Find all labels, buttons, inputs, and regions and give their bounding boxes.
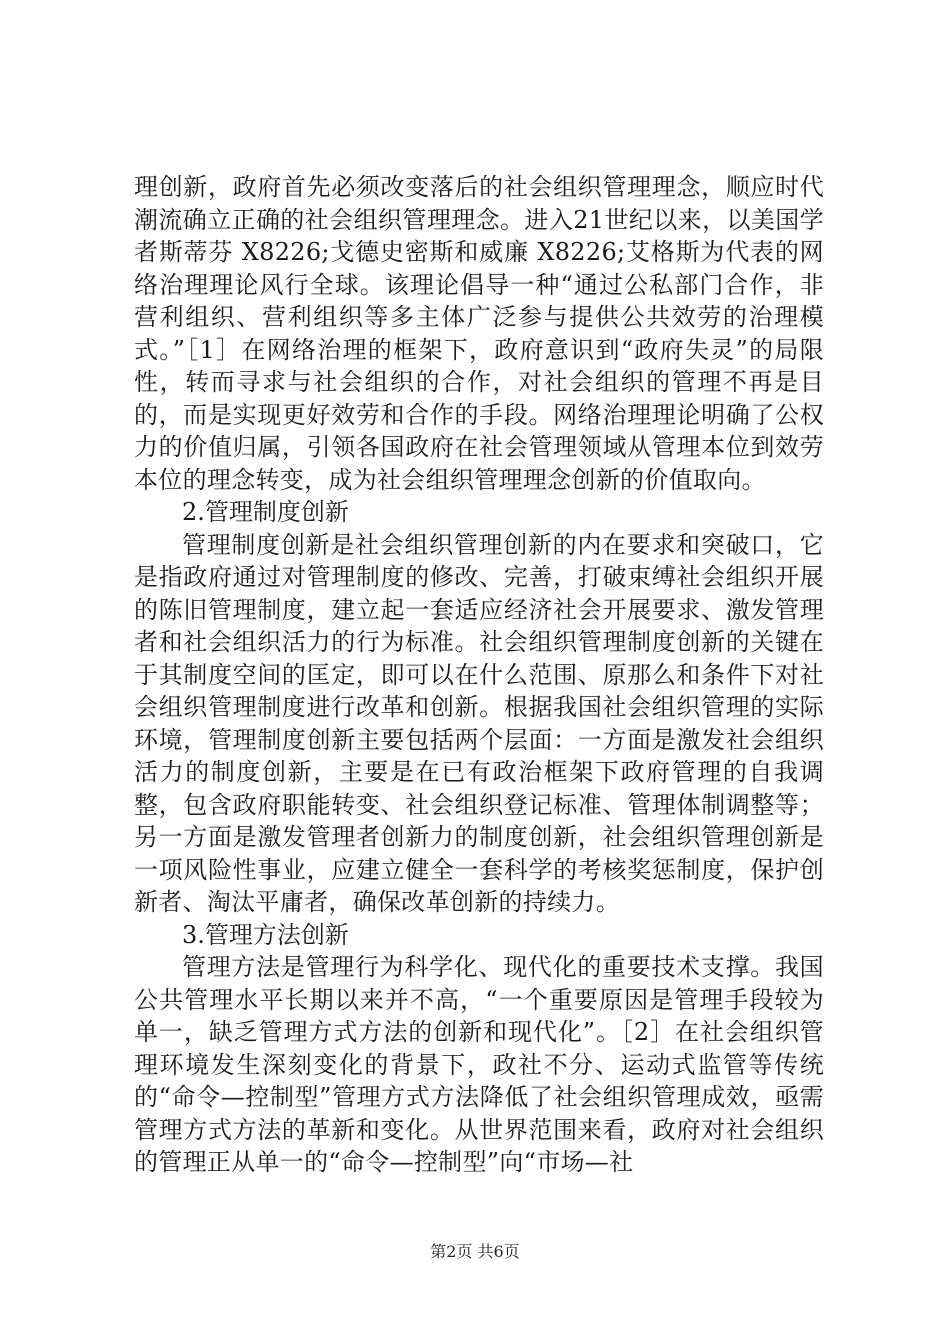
paragraph-management-system: 管理制度创新是社会组织管理创新的内在要求和突破口，它是指政府通过对管理制度的修改、完善，打破束缚社会组织开展的陈旧管理制度，建立起一套适应经济社会开展要求、激发管理者和社会组织活力的行为标准。社会组织管理制度创新的关键在于其制度空间的匡定，即可以在什么范围、原那么和条件下对社会组织管理制度进行改革和创新。根据我国社会组织管理的实际环境，管理制度创新主要包括两个层面：一方面是激发社会组织活力的制度创新，主要是在已有政治框架下政府管理的自我调整，包含政府职能转变、社会组织登记标准、管理体制调整等；另一方面是激发管理者创新力的制度创新，社会组织管理创新是一项风险性事业，应建立健全一套科学的考核奖惩制度，保护创新者、淘汰平庸者，确保改革创新的持续力。 [134,530,824,916]
paragraph-management-method: 管理方法是管理行为科学化、现代化的重要技术支撑。我国公共管理水平长期以来并不高，“一个重要原因是管理手段较为单一，缺乏管理方式方法的创新和现代化”。［2］在社会组织管理环境发生深刻变化的背景下，政社不分、运动式监管等传统的“命令—控制型”管理方式方法降低了社会组织管理成效，亟需管理方式方法的革新和变化。从世界范围来看，政府对社会组织的管理正从单一的“命令—控制型”向“市场—社 [134,953,824,1176]
paragraph-continuation: 理创新，政府首先必须改变落后的社会组织管理理念，顺应时代潮流确立正确的社会组织管理理念。进入21世纪以来，以美国学者斯蒂芬 X8226;戈德史密斯和威廉 X8226;艾格斯为代表的网络治理理论风行全球。该理论倡导一种“通过公私部门合作，非营利组织、营利组织等多主体广泛参与提供公共效劳的治理模式。”［1］在网络治理的框架下，政府意识到“政府失灵”的局限性，转而寻求与社会组织的合作，对社会组织的管理不再是目的，而是实现更好效劳和合作的手段。网络治理理论明确了公权力的价值归属，引领各国政府在社会管理领域从管理本位到效劳本位的理念转变，成为社会组织管理理念创新的价值取向。 [134,173,824,494]
document-body [134,171,824,1179]
section-heading-management-system: 2.管理制度创新 [182,498,349,526]
section-heading-management-method: 3.管理方法创新 [182,920,349,949]
page-footer: 第2页 共6页 [430,1242,520,1261]
